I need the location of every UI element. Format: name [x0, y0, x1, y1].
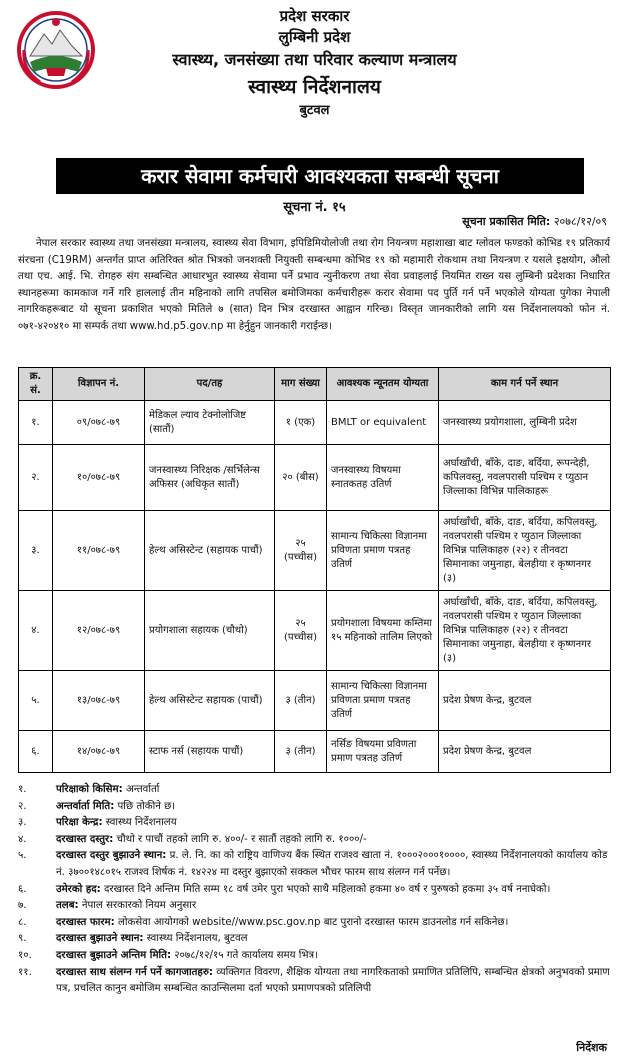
- list-item: [18, 931, 618, 948]
- item-label: परिक्षाको किसिम:: [56, 784, 123, 795]
- item-label: दरखास्त बुझाउने अन्तिम मिति:: [56, 949, 172, 961]
- cell-adno: ०९/०७८-७९: [53, 401, 145, 445]
- col-header-count: माग संख्या: [275, 368, 327, 401]
- table-row: [19, 671, 611, 731]
- list-item: [18, 948, 618, 965]
- cell-place: अर्घाखाँची, बाँके, दाङ, बर्दिया, कपिलवस्तु, नवलपरासी पश्चिम र प्युठान जिल्लाका विभिन्न पालिकाहरु (२२) र तीनवटा सिमानाका जमुनाहा, बेलहीया र कृष्णनगर (३): [439, 511, 611, 591]
- table-row: [19, 445, 611, 511]
- cell-count: २५ (पच्चीस): [275, 591, 327, 671]
- cell-qualification: BMLT or equivalent: [327, 401, 439, 445]
- item-text: २०७८/१२/१५ गते कार्यालय समय भित्र।: [171, 949, 319, 961]
- list-item: [18, 832, 618, 849]
- item-number: ४.: [18, 833, 27, 845]
- cell-post: स्टाफ नर्स (सहायक पाचौं): [145, 731, 275, 773]
- cell-count: २५ (पच्चीस): [275, 511, 327, 591]
- item-number: १.: [18, 784, 27, 795]
- item-label: दरखास्त साथ संलग्न गर्न पर्ने कागजातहरु:: [56, 966, 214, 978]
- list-item: [18, 848, 618, 881]
- cell-sn: ५.: [19, 671, 53, 731]
- item-number: ९.: [18, 933, 27, 945]
- directorate-name: स्वास्थ्य निर्देशनालय: [248, 76, 381, 98]
- item-text: स्वास्थ्य निर्देशनालय: [102, 817, 177, 829]
- table-row: [19, 731, 611, 773]
- item-label: परिक्षा केन्द्र:: [56, 817, 103, 829]
- cell-adno: १३/०७८-७९: [53, 671, 145, 731]
- item-label: अन्तर्वार्ता मिति:: [56, 800, 115, 812]
- cell-qualification: सामान्य चिकित्सा विज्ञानमा प्रविणता प्रमाण पत्रतह उतिर्ण: [327, 671, 439, 731]
- cell-sn: २.: [19, 445, 53, 511]
- list-item: [18, 815, 618, 832]
- item-text: व्यक्तिगत विवरण, शैक्षिक योग्यता तथा नागरिकताको प्रमाणित प्रतिलिपि, सम्बन्धित क्षेत्रको अनुभवको प्रमाण पत्र, प्रचलित कानुन बमोजिम सम्बन्धित काउन्सिलमा दर्ता भएको प्रमाणपत्रको प्रतिलिपी: [56, 966, 610, 995]
- signatory-title: निर्देशक: [576, 1041, 607, 1054]
- notice-title: करार सेवामा कर्मचारी आवश्यकता सम्बन्धी सूचना: [56, 158, 584, 194]
- item-label: दरखास्त बुझाउने स्थान:: [56, 933, 144, 945]
- list-item: [18, 799, 618, 816]
- item-number: ११.: [18, 966, 32, 978]
- item-text: पछि तोकीने छ।: [114, 800, 176, 812]
- item-text: स्वास्थ्य निर्देशनालय, बुटवल: [143, 933, 248, 945]
- cell-sn: ३.: [19, 511, 53, 591]
- item-label: दरखास्त दस्तुर बुझाउने स्थान:: [56, 850, 167, 862]
- cell-qualification: नर्सिङ विषयमा प्रविणता प्रमाण पत्रतह उतिर्ण: [327, 731, 439, 773]
- item-text: प्र. ले. नि. का को राष्ट्रिय वाणिज्य बैंक स्थित राजश्व खाता नं. १०००२०००१००००, स्वास्थ्य निर्देशनालयको कार्यालय कोड नं. ३७००१४८०१५ राजश्व शिर्षक नं. १४२२४ मा दस्तुर बुझाएको सक्कल भौचर फारम साथ संलग्न गर्न पर्नेछ।: [56, 850, 608, 878]
- office-location: बुटवल: [299, 103, 330, 118]
- item-label: उमेरको हद:: [56, 883, 101, 895]
- letterhead: [0, 6, 629, 120]
- table-row: [19, 511, 611, 591]
- cell-sn: १.: [19, 401, 53, 445]
- cell-place: प्रदेश प्रेषण केन्द्र, बुटवल: [439, 731, 611, 773]
- vacancy-table: [18, 367, 611, 773]
- list-item: [18, 898, 618, 915]
- item-number: ६.: [18, 883, 27, 895]
- cell-place: प्रदेश प्रेषण केन्द्र, बुटवल: [439, 671, 611, 731]
- cell-post: प्रयोगशाला सहायक (चौथो): [145, 591, 275, 671]
- cell-place: अर्घाखाँची, बाँके, दाङ, बर्दिया, रूपन्देही, कपिलवस्तु, नवलपरासी पश्चिम र प्युठान जिल्लाका विभिन्न पालिकाहरू: [439, 445, 611, 511]
- ministry-name: स्वास्थ्य, जनसंख्या तथा परिवार कल्याण मन्त्रालय: [172, 50, 457, 69]
- list-item: [18, 882, 618, 899]
- cell-sn: ४.: [19, 591, 53, 671]
- item-number: २.: [18, 800, 27, 812]
- publish-date-value: २०७८/१२/०९: [553, 215, 607, 228]
- cell-count: १ (एक): [275, 401, 327, 445]
- cell-count: २० (बीस): [275, 445, 327, 511]
- item-text: चौथो र पाचौं तहको लागि रु. ४००/- र सातौं तहको लागि रु. १०००/-: [113, 833, 367, 845]
- cell-qualification: प्रयोगशाला विषयमा कम्तिमा १५ महिनाको तालिम लिएको: [327, 591, 439, 671]
- cell-place: अर्घाखाँची, बाँके, दाङ, बर्दिया, कपिलवस्तु, नवलपरासी पश्चिम र प्युठान जिल्लाका विभिन्न पालिकाहरु (२२) र तीनवटा सिमानाका जमुनाहा, बेलहीया र कृष्णनगर (३): [439, 591, 611, 671]
- col-header-adno: विज्ञापन नं.: [53, 368, 145, 401]
- cell-adno: १४/०७८-७९: [53, 731, 145, 773]
- item-text: लोकसेवा आयोगको website//www.psc.gov.np बाट पुरानो दरखास्त फारम डाउनलोड गर्न सकिनेछ।: [114, 916, 509, 928]
- item-label: दरखास्त फारम:: [56, 916, 115, 928]
- cell-sn: ६.: [19, 731, 53, 773]
- list-item: [18, 782, 618, 799]
- col-header-qualification: आवश्यक न्यूनतम योग्यता: [327, 368, 439, 401]
- cell-adno: १०/०७८-७९: [53, 445, 145, 511]
- notice-intro: नेपाल सरकार स्वास्थ्य तथा जनसंख्या मन्त्रालय, स्वास्थ्य सेवा विभाग, इपिडिमियोलोजी तथा रोग नियन्त्रण महाशाखा बाट ग्लोवल फण्डको कोभिड १९ प्रतिकार्य संरचना (C19RM) अन्तर्गत प्राप्त अतिरिक्त श्रोत भित्रको जनशक्ती नियुक्ती सम्बन्धमा कोभिड १९ को महामारी रोकथाम तथा नियन्त्रण र यसले इक्षयोग, औलो तथा एच. आई. भि. रोगहरु संग सम्बन्धित आधारभुत स्वास्थ्य सेवामा पर्ने प्रभाव न्युनीकरण तथा सेवा प्रवाहलाई नियमित राख्न यस लुम्बिनी प्रदेशका निधारित स्थानहरूमा कामकाज गर्ने गरि हाललाई तीन महिनाको लागि तपसिल बमोजिमका कर्मचारीहरू करार सेवामा पद पुर्ति गर्न पर्ने भएकोले योग्यता पुगेका नेपाली नागरिकहरूबाट यो सूचना प्रकाशित भएको मितिले ७ (सात) दिन भित्र दरखास्त आह्वान गरिन्छ। विस्तृत जानकारीको लागि यस निर्देशनालयको फोन नं. ०७१-४२०४१० मा सम्पर्क तथा www.hd.p5.gov.np मा हेर्नुहुन जानकारी गराईन्छ।: [18, 238, 610, 332]
- item-text: दरखास्त दिने अन्तिम मिति सम्म १८ वर्ष उमेर पुरा भएको साथै महिलाको हकमा ४० वर्ष र पुरुषको हकमा ३५ वर्ष ननाघेको।: [100, 883, 551, 895]
- item-number: ७.: [18, 900, 27, 912]
- table-header-row: [19, 368, 611, 401]
- list-item: [18, 915, 618, 932]
- table-row: [19, 591, 611, 671]
- col-header-place: काम गर्न पर्ने स्थान: [439, 368, 611, 401]
- item-number: ८.: [18, 916, 27, 928]
- cell-post: मेडिकल ल्याव टेक्नोलोजिष्ट (सातौं): [145, 401, 275, 445]
- government-name: प्रदेश सरकार: [279, 7, 350, 25]
- list-item: [18, 965, 618, 998]
- cell-post: जनस्वास्थ्य निरिक्षक /सर्भिलेन्स अफिसर (अधिकृत सातौं): [145, 445, 275, 511]
- province-name: लुम्बिनी प्रदेश: [278, 28, 351, 46]
- cell-adno: ११/०७८-७९: [53, 511, 145, 591]
- item-text: नेपाल सरकारको नियम अनुसार: [78, 900, 197, 912]
- cell-qualification: सामान्य चिकित्सा विज्ञानमा प्रविणता प्रमाण पत्रतह उतिर्ण: [327, 511, 439, 591]
- item-text: अन्तर्वार्ता: [122, 784, 160, 795]
- cell-place: जनस्वास्थ्य प्रयोगशाला, लुम्बिनी प्रदेश: [439, 401, 611, 445]
- col-header-post: पद/तह: [145, 368, 275, 401]
- item-label: दरखास्त दस्तुर:: [56, 833, 114, 845]
- cell-adno: १२/०७८-७९: [53, 591, 145, 671]
- cell-qualification: जनस्वास्थ्य विषयमा स्नातकतह उतिर्ण: [327, 445, 439, 511]
- table-row: [19, 401, 611, 445]
- cell-count: ३ (तीन): [275, 731, 327, 773]
- terms-list: [18, 782, 618, 998]
- cell-post: हेल्थ असिस्टेन्ट सहायक (पाचौं): [145, 671, 275, 731]
- item-number: ३.: [18, 817, 27, 829]
- item-number: १०.: [18, 949, 32, 961]
- cell-post: हेल्थ असिस्टेन्ट (सहायक पाचौं): [145, 511, 275, 591]
- item-number: ५.: [18, 850, 27, 862]
- publish-date-label: सूचना प्रकासित मिति:: [462, 215, 551, 228]
- col-header-sn: क्र. सं.: [19, 368, 53, 401]
- publish-date: [462, 214, 607, 229]
- notice-number: सूचना नं. १५: [283, 200, 346, 215]
- cell-count: ३ (तीन): [275, 671, 327, 731]
- item-label: तलब:: [56, 900, 79, 912]
